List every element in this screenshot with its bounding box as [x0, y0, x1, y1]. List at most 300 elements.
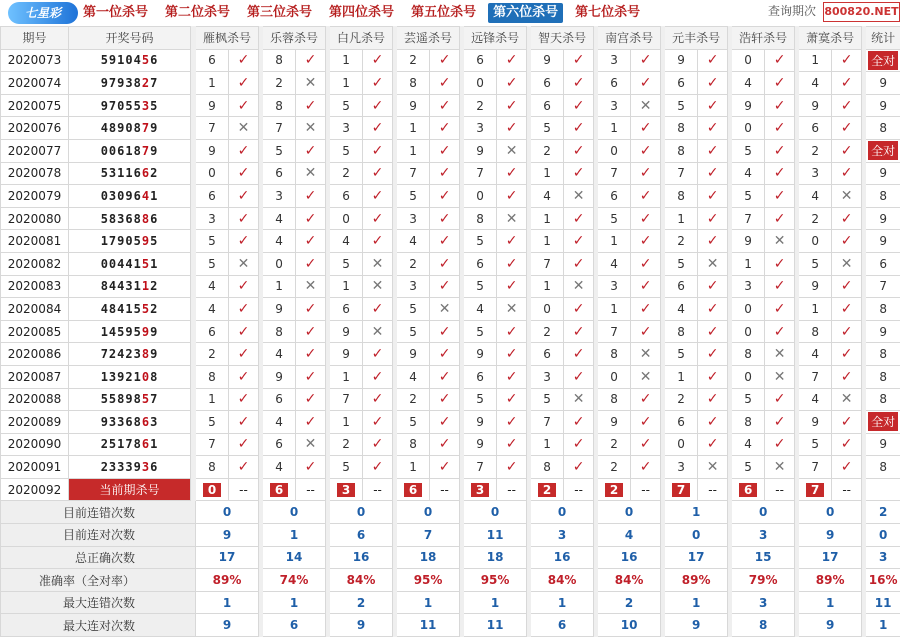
correct-icon: ✓ [564, 365, 594, 388]
kill-number-cell: 4 [732, 162, 765, 185]
current-kill-cell [598, 478, 631, 501]
kill-number-cell: 7 [598, 162, 631, 185]
wrong-icon: ✕ [832, 388, 862, 411]
summary-value: 0 [330, 501, 393, 524]
summary-value: 0 [263, 501, 326, 524]
kill-number-cell: 0 [732, 365, 765, 388]
kill-number-cell: 4 [263, 456, 296, 479]
placeholder-cell: -- [564, 478, 594, 501]
draw-number-cell: 8443112 [69, 275, 191, 298]
kill-number-table [0, 26, 900, 637]
table-row [1, 117, 900, 140]
kill-number-cell: 1 [397, 139, 430, 162]
correct-icon: ✓ [430, 72, 460, 95]
summary-value: 89% [799, 569, 862, 592]
table-row [1, 411, 900, 434]
kill-number-cell: 9 [799, 94, 832, 117]
correct-icon: ✓ [229, 139, 259, 162]
kill-number-cell: 8 [665, 185, 698, 208]
kill-number-cell: 6 [263, 388, 296, 411]
kill-number-cell: 5 [464, 388, 497, 411]
kill-number-cell: 2 [397, 252, 430, 275]
correct-icon: ✓ [497, 117, 527, 140]
highlight-digit: 6 [142, 166, 150, 180]
kill-number-cell: 3 [397, 207, 430, 230]
kill-number-cell: 0 [732, 49, 765, 72]
kill-number-cell: 6 [196, 320, 229, 343]
kill-number-cell: 0 [464, 72, 497, 95]
kill-number-cell: 8 [397, 72, 430, 95]
correct-icon: ✓ [229, 411, 259, 434]
wrong-icon: ✕ [698, 456, 728, 479]
correct-icon: ✓ [497, 411, 527, 434]
correct-icon: ✓ [229, 456, 259, 479]
summary-value: 9 [799, 614, 862, 637]
current-kill-number: 3 [337, 483, 355, 497]
correct-icon: ✓ [631, 298, 661, 321]
period-cell: 2020084 [1, 298, 69, 321]
kill-number-cell: 0 [732, 298, 765, 321]
wrong-icon: ✕ [631, 343, 661, 366]
correct-icon: ✓ [229, 343, 259, 366]
kill-number-cell: 3 [263, 185, 296, 208]
kill-number-cell: 5 [397, 320, 430, 343]
correct-icon: ✓ [229, 49, 259, 72]
kill-number-cell: 8 [665, 139, 698, 162]
correct-icon: ✓ [296, 298, 326, 321]
summary-value: 9 [665, 614, 728, 637]
correct-icon: ✓ [497, 365, 527, 388]
current-kill-cell [799, 478, 832, 501]
draw-number-cell: 5836886 [69, 207, 191, 230]
correct-icon: ✓ [698, 343, 728, 366]
all-correct-badge: 全对 [868, 51, 898, 70]
summary-stat: 2 [866, 501, 900, 524]
correct-icon: ✓ [296, 365, 326, 388]
summary-value: 14 [263, 546, 326, 569]
correct-icon: ✓ [765, 117, 795, 140]
highlight-digit: 3 [142, 99, 150, 113]
kill-number-cell: 2 [263, 72, 296, 95]
kill-number-cell: 1 [598, 298, 631, 321]
wrong-icon: ✕ [363, 252, 393, 275]
kill-number-cell: 5 [531, 117, 564, 140]
correct-icon: ✓ [564, 230, 594, 253]
kill-number-cell: 4 [330, 230, 363, 253]
correct-icon: ✓ [631, 433, 661, 456]
kill-number-cell: 1 [397, 456, 430, 479]
period-cell: 2020077 [1, 139, 69, 162]
summary-value: 74% [263, 569, 326, 592]
kill-number-cell: 0 [732, 117, 765, 140]
kill-number-cell: 4 [464, 298, 497, 321]
correct-icon: ✓ [296, 49, 326, 72]
summary-value: 9 [196, 614, 259, 637]
kill-number-cell: 5 [732, 185, 765, 208]
kill-number-cell: 1 [330, 411, 363, 434]
summary-stat: 1 [866, 614, 900, 637]
placeholder-cell: -- [698, 478, 728, 501]
summary-value: 1 [665, 501, 728, 524]
kill-number-cell: 9 [397, 94, 430, 117]
tab-position-7[interactable]: 第七位杀号 [570, 3, 645, 23]
kill-number-cell: 5 [464, 230, 497, 253]
correct-icon: ✓ [564, 94, 594, 117]
kill-number-cell: 6 [263, 162, 296, 185]
kill-number-cell: 7 [196, 117, 229, 140]
correct-icon: ✓ [631, 185, 661, 208]
current-kill-number: 2 [538, 483, 556, 497]
current-kill-cell [263, 478, 296, 501]
correct-icon: ✓ [497, 49, 527, 72]
kill-number-cell: 6 [531, 94, 564, 117]
correct-icon: ✓ [832, 275, 862, 298]
correct-icon: ✓ [698, 433, 728, 456]
table-row [1, 365, 900, 388]
kill-number-cell: 2 [196, 343, 229, 366]
kill-number-cell: 2 [330, 433, 363, 456]
correct-icon: ✓ [765, 139, 795, 162]
kill-number-cell: 5 [464, 275, 497, 298]
expert-header: 浩轩杀号 [732, 27, 795, 50]
draw-number-cell: 0309641 [69, 185, 191, 208]
table-header-row [1, 27, 900, 50]
kill-number-cell: 1 [598, 117, 631, 140]
summary-value: 17 [196, 546, 259, 569]
table-row [1, 139, 900, 162]
watermark: 800820.NET [823, 2, 900, 22]
table-row [1, 343, 900, 366]
current-kill-cell [531, 478, 564, 501]
kill-number-cell: 8 [196, 456, 229, 479]
draw-number-cell: 5589857 [69, 388, 191, 411]
tab-position-4[interactable]: 第四位杀号 [324, 3, 399, 23]
correct-icon: ✓ [832, 320, 862, 343]
table-row [1, 230, 900, 253]
correct-icon: ✓ [832, 139, 862, 162]
summary-value: 11 [464, 524, 527, 547]
kill-number-cell: 7 [732, 207, 765, 230]
stat-cell: 8 [866, 117, 900, 140]
correct-icon: ✓ [430, 320, 460, 343]
table-row [1, 162, 900, 185]
summary-row [1, 614, 900, 637]
kill-number-cell: 0 [263, 252, 296, 275]
stat-cell: 8 [866, 365, 900, 388]
kill-number-cell: 5 [196, 411, 229, 434]
table-row [1, 185, 900, 208]
summary-value: 16 [330, 546, 393, 569]
kill-number-cell: 1 [330, 275, 363, 298]
current-kill-number: 3 [471, 483, 489, 497]
correct-icon: ✓ [698, 320, 728, 343]
wrong-icon: ✕ [631, 365, 661, 388]
correct-icon: ✓ [765, 94, 795, 117]
correct-icon: ✓ [631, 252, 661, 275]
wrong-icon: ✕ [698, 252, 728, 275]
correct-icon: ✓ [832, 343, 862, 366]
correct-icon: ✓ [631, 117, 661, 140]
stat-cell: 9 [866, 230, 900, 253]
kill-number-cell: 6 [665, 72, 698, 95]
correct-icon: ✓ [765, 162, 795, 185]
correct-icon: ✓ [229, 162, 259, 185]
kill-number-cell: 7 [196, 433, 229, 456]
kill-number-cell: 5 [464, 320, 497, 343]
period-cell: 2020086 [1, 343, 69, 366]
kill-number-cell: 4 [397, 230, 430, 253]
correct-icon: ✓ [296, 456, 326, 479]
correct-icon: ✓ [698, 49, 728, 72]
summary-value: 1 [263, 524, 326, 547]
table-row [1, 94, 900, 117]
summary-value: 0 [464, 501, 527, 524]
kill-number-cell: 7 [531, 252, 564, 275]
summary-label: 最大连对次数 [1, 614, 196, 637]
correct-icon: ✓ [497, 388, 527, 411]
summary-value: 0 [397, 501, 460, 524]
kill-number-cell: 4 [531, 185, 564, 208]
placeholder-cell: -- [296, 478, 326, 501]
kill-number-cell: 5 [330, 94, 363, 117]
summary-stat: 16% [866, 569, 900, 592]
summary-value: 84% [531, 569, 594, 592]
summary-value: 17 [665, 546, 728, 569]
kill-number-cell: 6 [196, 49, 229, 72]
correct-icon: ✓ [296, 343, 326, 366]
summary-row [1, 591, 900, 614]
correct-icon: ✓ [564, 343, 594, 366]
current-kill-number: 2 [605, 483, 623, 497]
correct-icon: ✓ [363, 72, 393, 95]
correct-icon: ✓ [564, 411, 594, 434]
tab-position-6[interactable]: 第六位杀号 [488, 3, 563, 23]
correct-icon: ✓ [765, 320, 795, 343]
correct-icon: ✓ [296, 94, 326, 117]
period-cell: 2020080 [1, 207, 69, 230]
kill-number-cell: 1 [665, 207, 698, 230]
expert-header: 智天杀号 [531, 27, 594, 50]
wrong-icon: ✕ [430, 298, 460, 321]
correct-icon: ✓ [497, 162, 527, 185]
period-cell: 2020083 [1, 275, 69, 298]
correct-icon: ✓ [430, 185, 460, 208]
kill-number-cell: 5 [598, 207, 631, 230]
stat-cell: 8 [866, 388, 900, 411]
kill-number-cell: 7 [598, 320, 631, 343]
kill-number-cell: 9 [196, 94, 229, 117]
kill-number-cell: 0 [799, 230, 832, 253]
summary-value: 8 [732, 614, 795, 637]
correct-icon: ✓ [765, 252, 795, 275]
draw-number-cell: 0044151 [69, 252, 191, 275]
placeholder-cell: -- [631, 478, 661, 501]
kill-number-cell: 6 [196, 185, 229, 208]
summary-value: 1 [196, 591, 259, 614]
correct-icon: ✓ [430, 411, 460, 434]
correct-icon: ✓ [631, 456, 661, 479]
correct-icon: ✓ [363, 388, 393, 411]
correct-icon: ✓ [564, 207, 594, 230]
correct-icon: ✓ [363, 117, 393, 140]
correct-icon: ✓ [430, 49, 460, 72]
summary-value: 2 [598, 591, 661, 614]
highlight-digit: 3 [142, 460, 150, 474]
table-row [1, 275, 900, 298]
top-bar [0, 0, 900, 26]
summary-value: 1 [263, 591, 326, 614]
summary-value: 79% [732, 569, 795, 592]
summary-value: 15 [732, 546, 795, 569]
tab-position-5[interactable]: 第五位杀号 [406, 3, 481, 23]
summary-value: 0 [531, 501, 594, 524]
placeholder-cell: -- [765, 478, 795, 501]
kill-number-cell: 0 [330, 207, 363, 230]
kill-number-cell: 7 [263, 117, 296, 140]
stat-cell: 8 [866, 343, 900, 366]
correct-icon: ✓ [363, 365, 393, 388]
stat-cell: 8 [866, 185, 900, 208]
highlight-digit: 6 [142, 415, 150, 429]
kill-number-cell: 3 [598, 49, 631, 72]
wrong-icon: ✕ [296, 433, 326, 456]
kill-number-cell: 2 [397, 49, 430, 72]
current-kill-number: 7 [672, 483, 690, 497]
correct-icon: ✓ [564, 456, 594, 479]
kill-number-cell: 1 [799, 49, 832, 72]
kill-number-cell: 9 [531, 49, 564, 72]
highlight-digit: 5 [142, 53, 150, 67]
wrong-icon: ✕ [631, 94, 661, 117]
correct-icon: ✓ [497, 433, 527, 456]
correct-icon: ✓ [698, 162, 728, 185]
summary-value: 0 [665, 524, 728, 547]
highlight-digit: 9 [142, 234, 150, 248]
kill-number-cell: 4 [263, 207, 296, 230]
kill-number-cell: 4 [263, 343, 296, 366]
summary-label: 目前连对次数 [1, 524, 196, 547]
placeholder-cell: -- [430, 478, 460, 501]
draw-number-cell: 1392108 [69, 365, 191, 388]
correct-icon: ✓ [564, 117, 594, 140]
kill-number-cell: 0 [732, 320, 765, 343]
kill-number-cell: 9 [799, 411, 832, 434]
kill-number-cell: 3 [196, 207, 229, 230]
current-period-row [1, 478, 900, 501]
wrong-icon: ✕ [765, 456, 795, 479]
kill-number-cell: 1 [330, 72, 363, 95]
highlight-digit: 8 [142, 212, 150, 226]
period-cell: 2020081 [1, 230, 69, 253]
kill-number-cell: 8 [598, 388, 631, 411]
summary-stat: 0 [866, 524, 900, 547]
wrong-icon: ✕ [564, 185, 594, 208]
period-cell: 2020076 [1, 117, 69, 140]
kill-number-cell: 2 [598, 433, 631, 456]
kill-number-cell: 9 [464, 343, 497, 366]
kill-number-cell: 2 [799, 207, 832, 230]
site-logo[interactable]: 七星彩 [8, 2, 78, 24]
draw-number-cell: 1459599 [69, 320, 191, 343]
draw-number-cell: 5910456 [69, 49, 191, 72]
tab-position-3[interactable]: 第三位杀号 [242, 3, 317, 23]
kill-number-cell: 2 [464, 94, 497, 117]
query-period-label[interactable]: 查询期次 [768, 2, 816, 19]
current-kill-label: 当前期杀号 [69, 478, 191, 501]
correct-icon: ✓ [765, 72, 795, 95]
expert-header: 远锋杀号 [464, 27, 527, 50]
kill-number-cell: 9 [196, 139, 229, 162]
summary-value: 89% [196, 569, 259, 592]
correct-icon: ✓ [698, 185, 728, 208]
kill-number-cell: 8 [799, 320, 832, 343]
correct-icon: ✓ [430, 139, 460, 162]
kill-number-cell: 3 [799, 162, 832, 185]
correct-icon: ✓ [631, 139, 661, 162]
kill-number-cell: 1 [799, 298, 832, 321]
kill-number-cell: 3 [531, 365, 564, 388]
kill-number-cell: 0 [464, 185, 497, 208]
kill-number-cell: 9 [263, 365, 296, 388]
tab-position-1[interactable]: 第一位杀号 [78, 3, 153, 23]
kill-number-cell: 1 [263, 275, 296, 298]
period-cell: 2020088 [1, 388, 69, 411]
kill-number-cell: 8 [665, 117, 698, 140]
stat-cell [866, 478, 900, 501]
expert-header: 雁枫杀号 [196, 27, 259, 50]
wrong-icon: ✕ [497, 139, 527, 162]
correct-icon: ✓ [497, 72, 527, 95]
summary-stat: 11 [866, 591, 900, 614]
tab-position-2[interactable]: 第二位杀号 [160, 3, 235, 23]
expert-header: 南宫杀号 [598, 27, 661, 50]
correct-icon: ✓ [832, 411, 862, 434]
wrong-icon: ✕ [564, 388, 594, 411]
correct-icon: ✓ [497, 252, 527, 275]
kill-number-cell: 4 [799, 72, 832, 95]
expert-header: 白凡杀号 [330, 27, 393, 50]
correct-icon: ✓ [832, 162, 862, 185]
wrong-icon: ✕ [832, 185, 862, 208]
period-cell: 2020089 [1, 411, 69, 434]
summary-value: 16 [531, 546, 594, 569]
table-row [1, 252, 900, 275]
highlight-digit: 7 [142, 121, 150, 135]
kill-number-cell: 9 [732, 230, 765, 253]
summary-label: 目前连错次数 [1, 501, 196, 524]
draw-number-cell: 5311662 [69, 162, 191, 185]
correct-icon: ✓ [363, 411, 393, 434]
correct-icon: ✓ [229, 94, 259, 117]
stat-cell: 9 [866, 94, 900, 117]
current-kill-cell [196, 478, 229, 501]
table-row [1, 433, 900, 456]
summary-row [1, 546, 900, 569]
summary-stat: 3 [866, 546, 900, 569]
kill-number-cell: 7 [799, 365, 832, 388]
correct-icon: ✓ [497, 94, 527, 117]
wrong-icon: ✕ [296, 275, 326, 298]
current-kill-cell [732, 478, 765, 501]
correct-icon: ✓ [765, 275, 795, 298]
correct-icon: ✓ [229, 185, 259, 208]
summary-value: 0 [799, 501, 862, 524]
correct-icon: ✓ [765, 185, 795, 208]
kill-number-cell: 3 [598, 275, 631, 298]
correct-icon: ✓ [430, 388, 460, 411]
highlight-digit: 8 [142, 347, 150, 361]
draw-number-cell: 2333936 [69, 456, 191, 479]
